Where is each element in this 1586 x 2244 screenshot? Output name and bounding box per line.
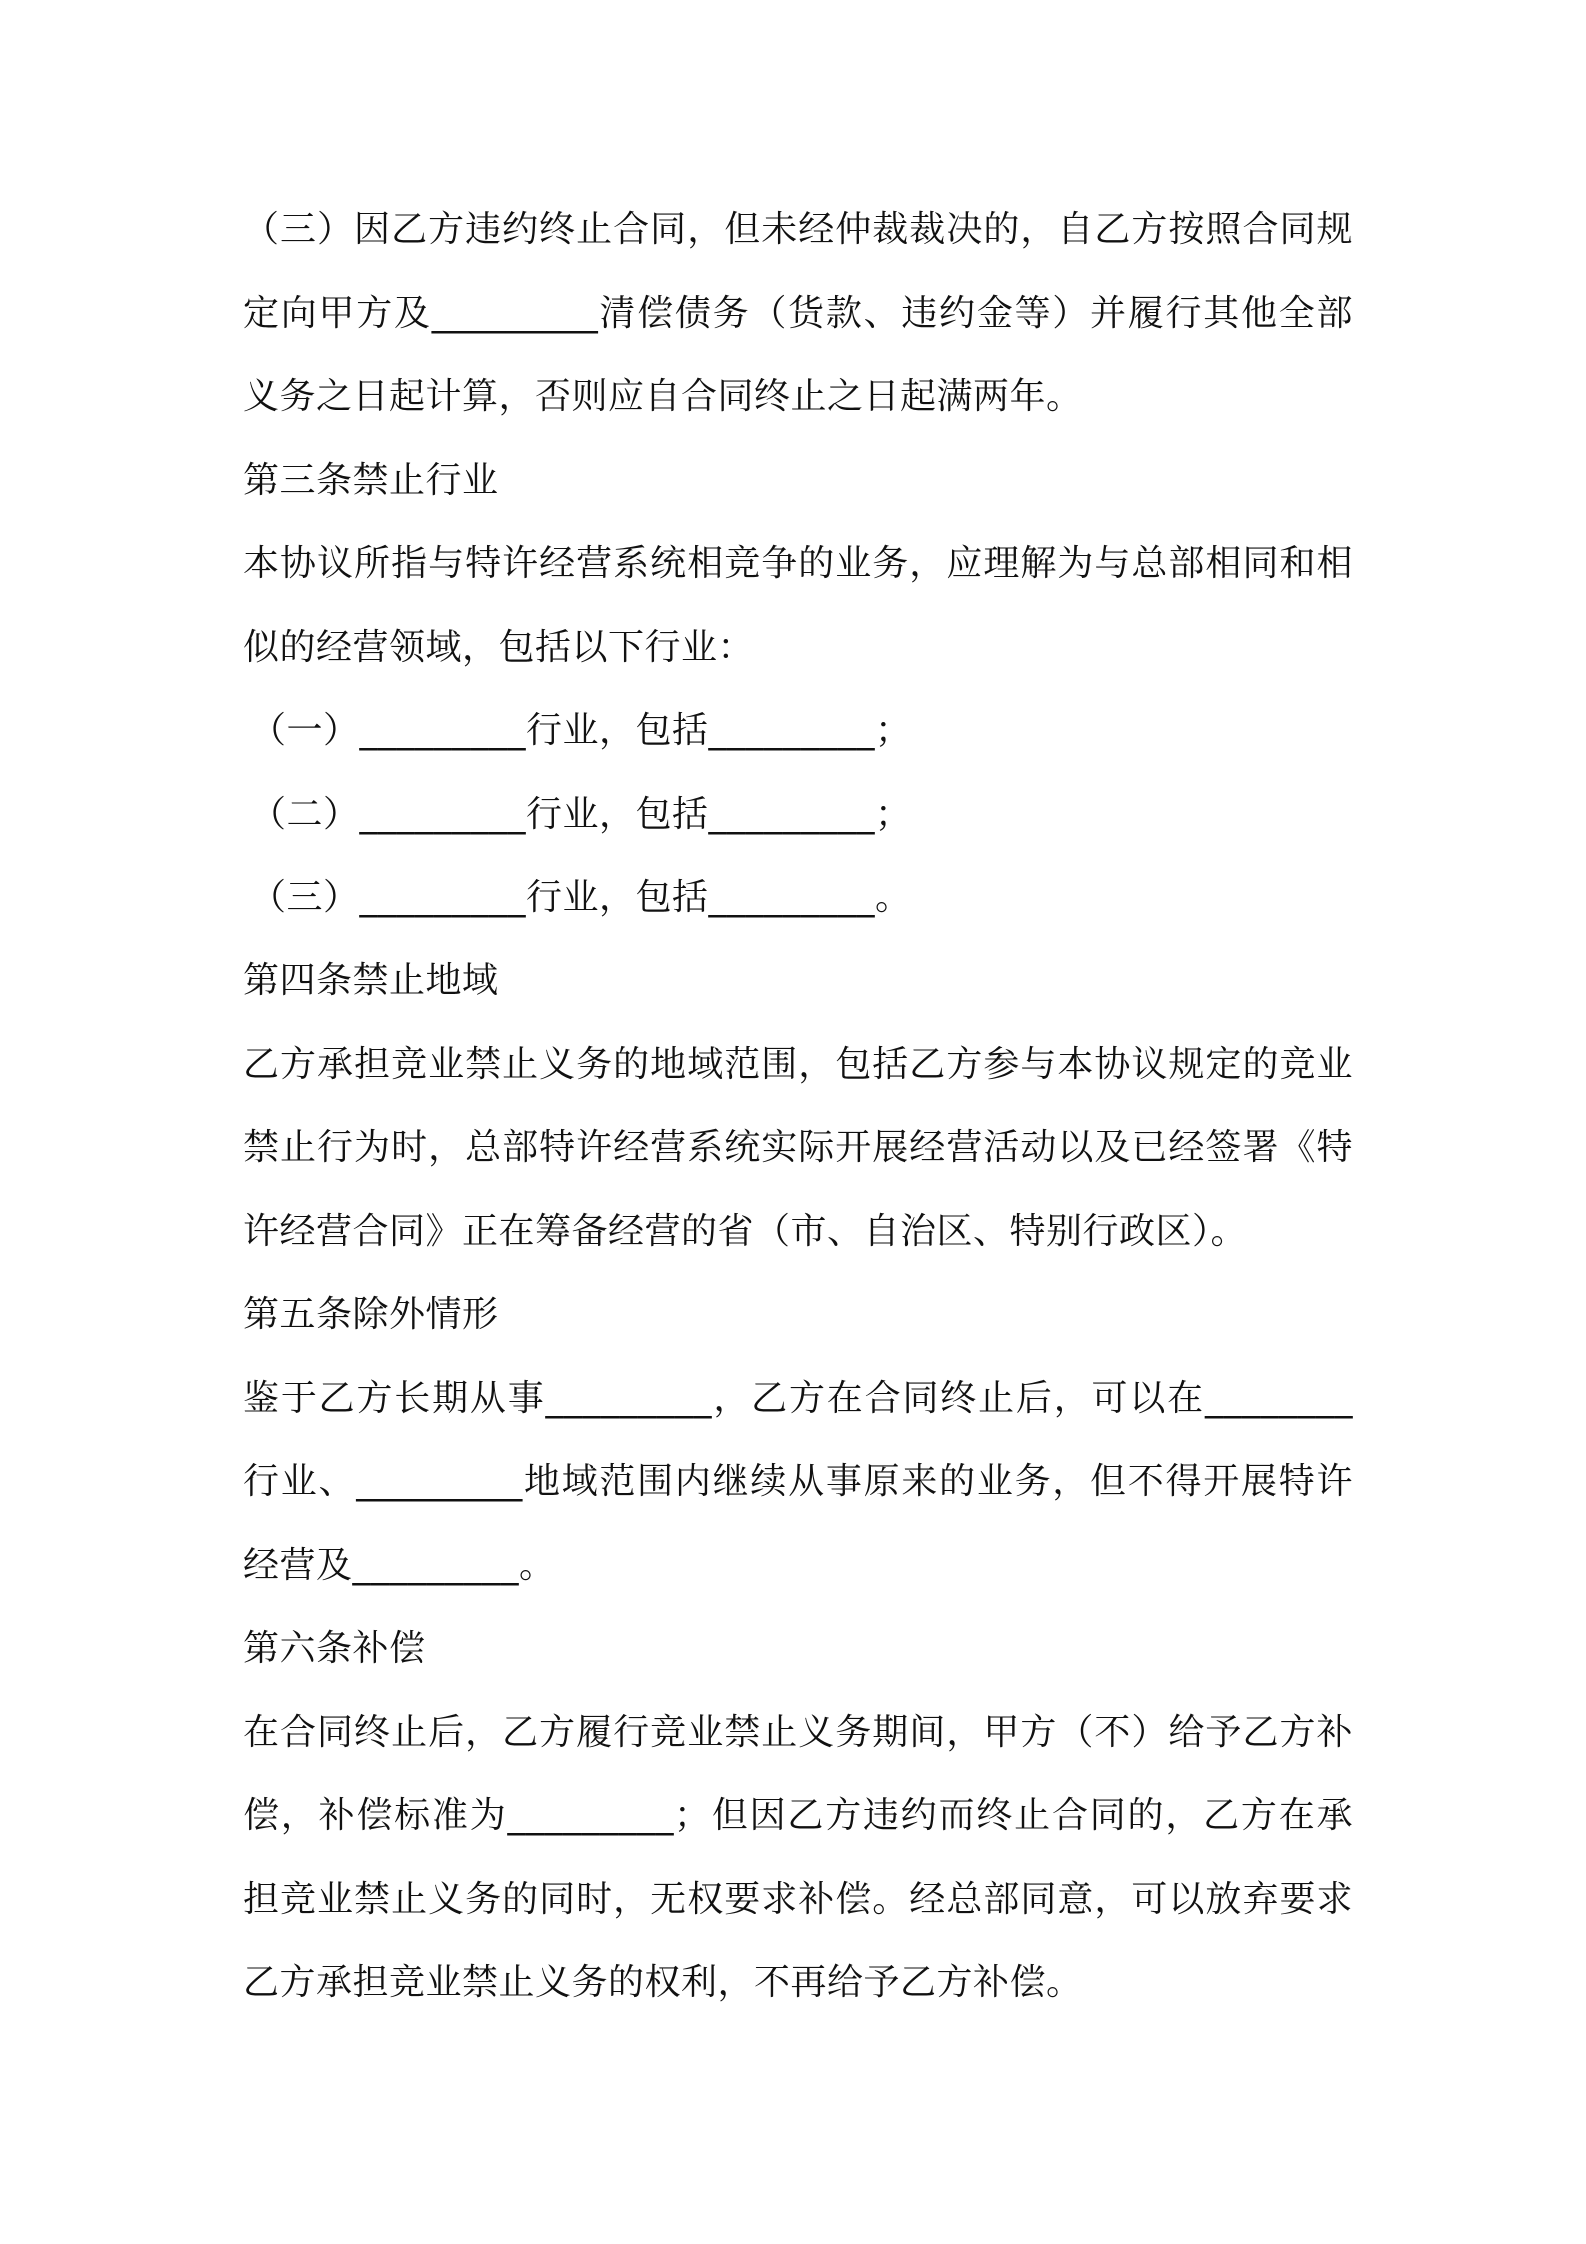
clause-4-body-line-3: 许经营合同》正在筹备经营的省（市、自治区、特别行政区）。 <box>243 1211 1248 1252</box>
clause-6-body-line-3: 担竞业禁止义务的同时，无权要求补偿。经总部同意，可以放弃要求 <box>243 1879 1353 1920</box>
clause-5-body-line-3: 经营及_________。 <box>243 1545 556 1586</box>
clause-4-heading: 第四条禁止地域 <box>243 960 499 1001</box>
clause-6-heading: 第六条补偿 <box>243 1628 426 1669</box>
clause-3-item-2: （二）_________行业，包括_________； <box>250 794 912 835</box>
clause-5-body-line-2: 行业、_________地域范围内继续从事原来的业务，但不得开展特许 <box>243 1461 1353 1502</box>
clause-3-body-line-2: 似的经营领域，包括以下行业： <box>243 627 755 668</box>
clause-6-body-line-4: 乙方承担竞业禁止义务的权利，不再给予乙方补偿。 <box>243 1962 1083 2003</box>
clause-2-item-3-line-1: （三）因乙方违约终止合同，但未经仲裁裁决的，自乙方按照合同规 <box>243 209 1353 250</box>
clause-3-item-1: （一）_________行业，包括_________； <box>250 710 912 751</box>
clause-3-body-line-1: 本协议所指与特许经营系统相竞争的业务，应理解为与总部相同和相 <box>243 543 1353 584</box>
clause-4-body-line-2: 禁止行为时，总部特许经营系统实际开展经营活动以及已经签署《特 <box>243 1127 1353 1168</box>
clause-2-item-3-line-2: 定向甲方及_________清偿债务（货款、违约金等）并履行其他全部 <box>243 293 1353 334</box>
clause-3-item-3: （三）_________行业，包括_________。 <box>250 877 912 918</box>
clause-6-body-line-2: 偿，补偿标准为_________；但因乙方违约而终止合同的，乙方在承 <box>243 1795 1353 1836</box>
clause-5-heading: 第五条除外情形 <box>243 1294 499 1335</box>
clause-4-body-line-1: 乙方承担竞业禁止义务的地域范围，包括乙方参与本协议规定的竞业 <box>243 1044 1353 1085</box>
clause-6-body-line-1: 在合同终止后，乙方履行竞业禁止义务期间，甲方（不）给予乙方补 <box>243 1712 1353 1753</box>
clause-5-body-line-1: 鉴于乙方长期从事_________，乙方在合同终止后，可以在________ <box>243 1378 1353 1419</box>
clause-2-item-3-line-3: 义务之日起计算，否则应自合同终止之日起满两年。 <box>243 376 1083 417</box>
clause-3-heading: 第三条禁止行业 <box>243 460 499 501</box>
